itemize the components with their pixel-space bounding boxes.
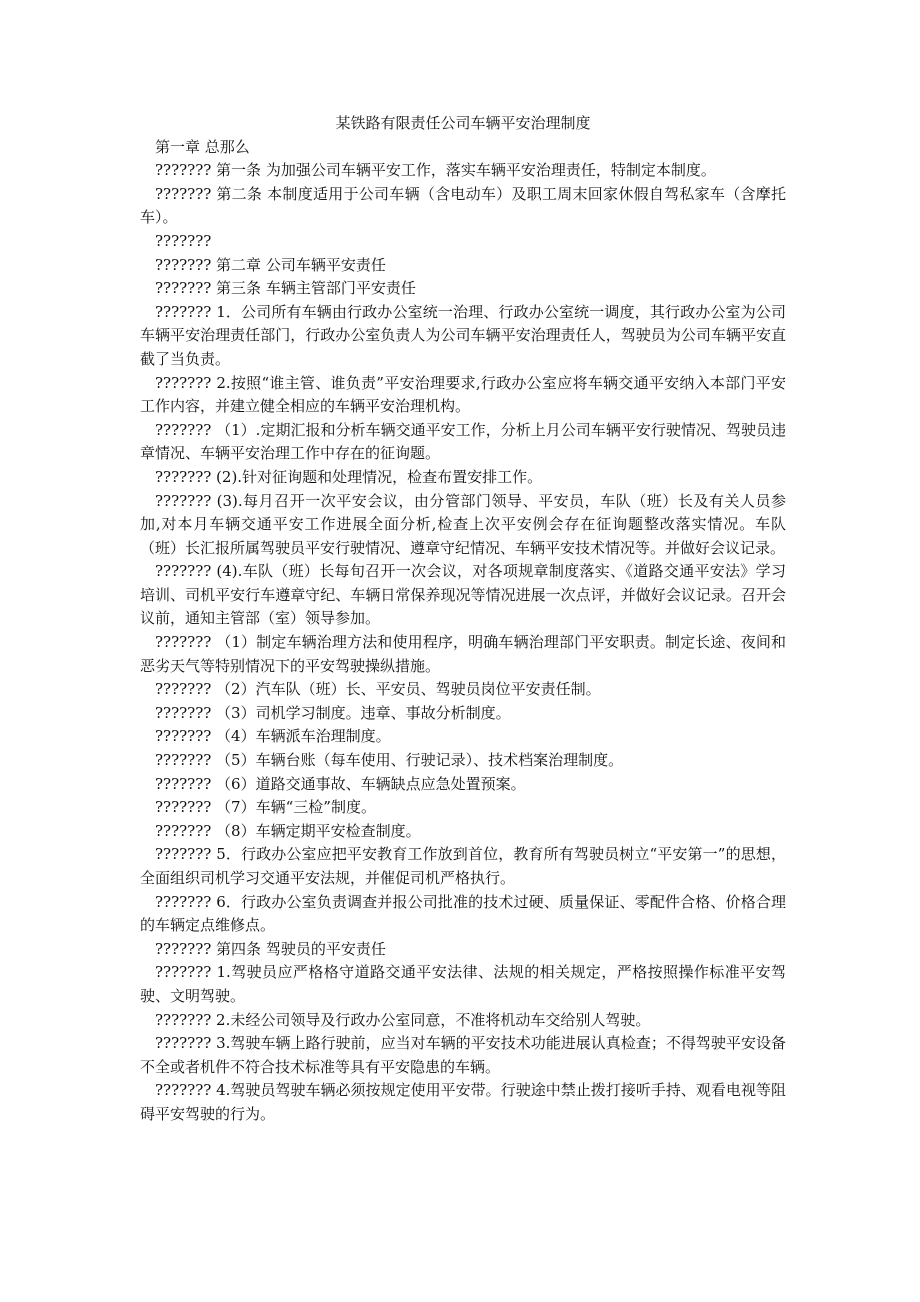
document-paragraph: ??????? 第一条 为加强公司车辆平安工作，落实车辆平安治理责任，特制定本制度。: [155, 161, 716, 180]
document-paragraph: ??????? （4）车辆派车治理制度。: [155, 727, 391, 746]
document-paragraph: ??????? （7）车辆“三检”制度。: [155, 798, 376, 817]
document-paragraph: ??????? (2).针对征询题和处理情况，检查布置安排工作。: [155, 467, 543, 486]
document-paragraph: ??????? 6．行政办公室负责调查并报公司批准的技术过硬、质量保证、零配件合格、价格合理的车辆定点维修点。: [140, 892, 786, 935]
document-paragraph: ??????? （8）车辆定期平安检查制度。: [155, 821, 421, 840]
document-paragraph: ??????? 3.驾驶车辆上路行驶前，应当对车辆的平安技术功能进展认真检查；不得驾驶平安设备不全或者机件不符合技术标准等具有平安隐患的车辆。: [140, 1034, 786, 1076]
document-paragraph: ???????: [155, 231, 212, 250]
document-paragraph: ??????? 2.未经公司领导及行政办公室同意，不准将机动车交给别人驾驶。: [155, 1010, 651, 1029]
paragraph-list: [140, 136, 786, 1127]
document-paragraph: ??????? (3).每月召开一次平安会议，由分管部门领导、平安员，车队（班）长及有关人员参加,对本月车辆交通平安工作进展全面分析,检查上次平安例会存在征询题整改落实情况。车队（班）长汇报所属驾驶员平安行驶情况、遵章守纪情况、车辆平安技术情况等。并做好会议记录。: [140, 491, 786, 557]
document-paragraph: ??????? 第二章 公司车辆平安责任: [155, 255, 386, 274]
document-paragraph: ??????? （6）道路交通事故、车辆缺点应急处置预案。: [155, 774, 526, 793]
document-paragraph: ??????? 4.驾驶员驾驶车辆必须按规定使用平安带。行驶途中禁止拨打接听手持、观看电视等阻碍平安驾驶的行为。: [140, 1081, 786, 1123]
document-paragraph: ??????? 第二条 本制度适用于公司车辆（含电动车）及职工周末回家休假自驾私家车（含摩托车）。: [140, 184, 786, 227]
document-title: 某铁路有限责任公司车辆平安治理制度: [335, 114, 591, 132]
document-paragraph: ??????? 第三条 车辆主管部门平安责任: [155, 279, 416, 298]
document-paragraph: 第一章 总那么: [155, 137, 250, 156]
document-paragraph: ??????? (4).车队（班）长每旬召开一次会议，对各项规章制度落实、《道路交通平安法》学习培训、司机平安行车遵章守纪、车辆日常保养现况等情况进展一次点评，并做好会议记录。召开会议前，通知主管部（室）领导参加。: [140, 562, 786, 628]
document-paragraph: ??????? 第四条 驾驶员的平安责任: [155, 939, 386, 958]
document-paragraph: ??????? 5．行政办公室应把平安教育工作放到首位，教育所有驾驶员树立“平安第一”的思想，全面组织司机学习交通平安法规，并催促司机严格执行。: [140, 845, 786, 887]
document-paragraph: ??????? （1）.定期汇报和分析车辆交通平安工作，分析上月公司车辆平安行驶情况、驾驶员违章情况、车辆平安治理工作中存在的征询题。: [140, 420, 786, 463]
document-paragraph: ??????? （2）汽车队（班）长、平安员、驾驶员岗位平安责任制。: [155, 680, 601, 699]
document-paragraph: ??????? （3）司机学习制度。违章、事故分析制度。: [155, 703, 511, 722]
document-paragraph: ??????? 2.按照“谁主管、谁负责”平安治理要求,行政办公室应将车辆交通平安纳入本部门平安工作内容，并建立健全相应的车辆平安治理机构。: [140, 373, 786, 416]
document-paragraph: ??????? 1.驾驶员应严格格守道路交通平安法律、法规的相关规定，严格按照操作标准平安驾驶、文明驾驶。: [140, 963, 786, 1005]
document-paragraph: ??????? （5）车辆台账（每车使用、行驶记录）、技术档案治理制度。: [155, 751, 624, 770]
document-paragraph: ??????? 1．公司所有车辆由行政办公室统一治理、行政办公室统一调度，其行政办公室为公司车辆平安治理责任部门，行政办公室负责人为公司车辆平安治理责任人，驾驶员为公司车辆平安直截了当负责。: [140, 302, 786, 368]
document-paragraph: ??????? （1）制定车辆治理方法和使用程序，明确车辆治理部门平安职责。制定长途、夜间和恶劣天气等特别情况下的平安驾驶操纵措施。: [140, 633, 786, 675]
document-body: [140, 112, 786, 1127]
